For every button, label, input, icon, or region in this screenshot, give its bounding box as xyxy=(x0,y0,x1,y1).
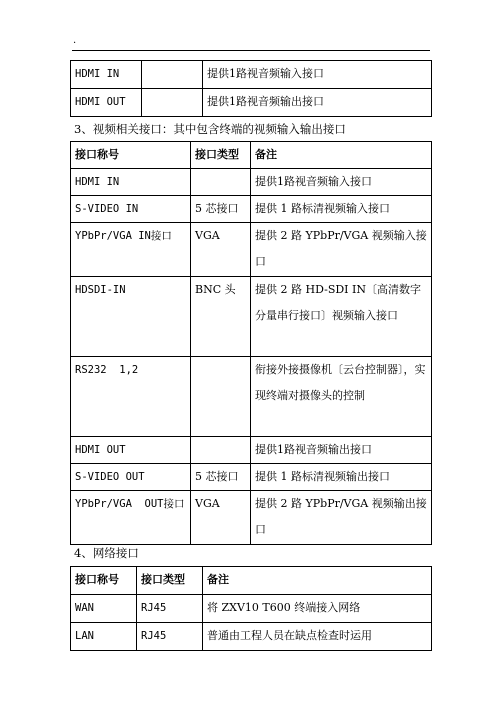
table-cell: 提供 1 路标清视频输出接口 xyxy=(251,464,432,491)
table-cell: RS232 1,2 xyxy=(71,357,191,437)
table-header-row xyxy=(71,567,432,595)
table-cell: RJ45 xyxy=(137,595,203,623)
table-row xyxy=(71,595,432,623)
table-cell: HDSDI-IN xyxy=(71,277,191,357)
section-3-heading: 3、视频相关接口：其中包含终端的视频输入输出接口 xyxy=(74,122,346,136)
table-cell: 5 芯接口 xyxy=(191,196,251,223)
column-header: 接口类型 xyxy=(137,567,203,595)
table-cell: 将 ZXV10 T600 终端接入网络 xyxy=(203,595,432,623)
table-video-interfaces xyxy=(70,141,432,545)
table-cell: RJ45 xyxy=(137,623,203,651)
table-cell: WAN xyxy=(71,595,137,623)
table-row xyxy=(71,223,432,277)
table-row xyxy=(71,169,432,196)
table-cell: HDMI OUT xyxy=(71,89,142,117)
table-cell: 提供1路视音频输入接口 xyxy=(203,61,432,89)
table-row xyxy=(71,89,432,117)
table-cell: LAN xyxy=(71,623,137,651)
section-4-heading: 4、网络接口 xyxy=(74,546,139,560)
column-header: 接口称号 xyxy=(71,142,191,169)
table-cell: BNC 头 xyxy=(191,277,251,357)
table-network-interfaces xyxy=(70,566,432,651)
column-header: 接口称号 xyxy=(71,567,137,595)
table-cell: HDMI IN xyxy=(71,169,191,196)
table-cell: YPbPr/VGA OUT接口 xyxy=(71,491,191,545)
table-header-row xyxy=(71,142,432,169)
table-hdmi-continued xyxy=(70,60,432,117)
table-cell: HDMI IN xyxy=(71,61,142,89)
table-row xyxy=(71,464,432,491)
table-cell: 提供 2 路 HD-SDI IN〔高清数字分量串行接口〕视频输入接口 xyxy=(251,277,432,357)
table-cell: 5 芯接口 xyxy=(191,464,251,491)
table-cell: 提供 1 路标清视频输入接口 xyxy=(251,196,432,223)
table-row xyxy=(71,437,432,464)
table-cell: 提供1路视音频输入接口 xyxy=(251,169,432,196)
table-cell xyxy=(191,357,251,437)
table-cell: 衔接外接摄像机〔云台控制器〕，实现终端对摄像头的控制 xyxy=(251,357,432,437)
table-cell: S-VIDEO OUT xyxy=(71,464,191,491)
table-row xyxy=(71,196,432,223)
column-header: 备注 xyxy=(251,142,432,169)
table-row xyxy=(71,277,432,357)
table-cell xyxy=(142,61,203,89)
table-cell: 普通由工程人员在缺点检查时运用 xyxy=(203,623,432,651)
table-cell xyxy=(191,437,251,464)
table-cell: VGA xyxy=(191,223,251,277)
table-cell: VGA xyxy=(191,491,251,545)
table-cell: 提供 2 路 YPbPr/VGA 视频输出接口 xyxy=(251,491,432,545)
table-row xyxy=(71,61,432,89)
column-header: 备注 xyxy=(203,567,432,595)
table-row xyxy=(71,623,432,651)
table-cell: 提供1路视音频输出接口 xyxy=(251,437,432,464)
table-cell: S-VIDEO IN xyxy=(71,196,191,223)
header-rule xyxy=(72,50,430,51)
table-cell: HDMI OUT xyxy=(71,437,191,464)
header-dot: . xyxy=(73,35,77,46)
table-cell: YPbPr/VGA IN接口 xyxy=(71,223,191,277)
table-cell: 提供 2 路 YPbPr/VGA 视频输入接口 xyxy=(251,223,432,277)
table-row xyxy=(71,357,432,437)
column-header: 接口类型 xyxy=(191,142,251,169)
table-row xyxy=(71,491,432,545)
table-cell xyxy=(142,89,203,117)
table-cell: 提供1路视音频输出接口 xyxy=(203,89,432,117)
table-cell xyxy=(191,169,251,196)
